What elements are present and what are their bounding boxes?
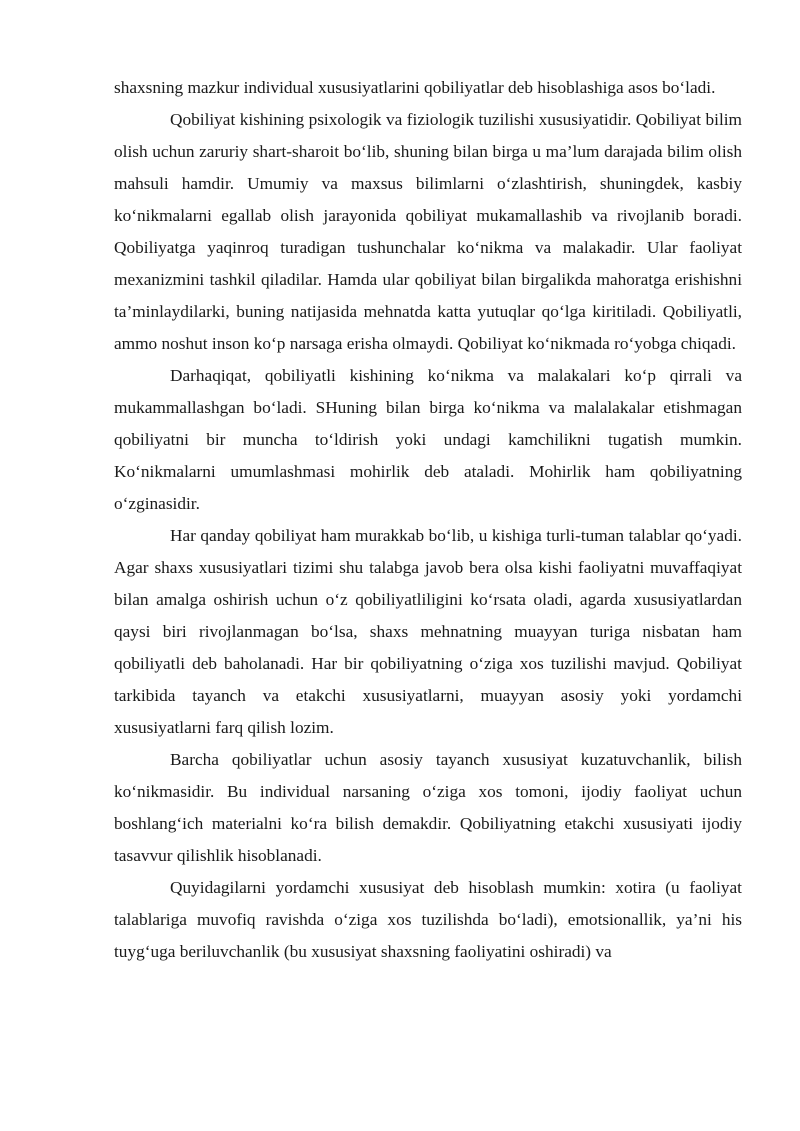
paragraph-barcha: Barcha qobiliyatlar uchun asosiy tayanch xususiyat kuzatuvchanlik, bilish ko‘nikmasidir. Bu individual narsaning o‘ziga xos tomoni, ijodiy faoliyat uchun boshlang‘ich materialni ko‘ra bilish demakdir. Qobiliyatning etakchi xususiyati ijodiy tasavvur qilishlik hisoblanadi. xyxy=(114,750,742,865)
paragraph-continuation: shaxsning mazkur individual xususiyatlarini qobiliyatlar deb hisoblashiga asos bo‘ladi. xyxy=(114,78,716,97)
paragraph-qobiliyat-definition: Qobiliyat kishining psixologik va fiziologik tuzilishi xususiyatidir. Qobiliyat bilim olish uchun zaruriy shart-sharoit bo‘lib, shuning bilan birga u ma’lum darajada bilim olish mahsuli hamdir. Umumiy va maxsus bilimlarni o‘zlashtirish, shuningdek, kasbiy ko‘nikmalarni egallab olish jarayonida qobiliyat mukamallashib va rivojlanib boradi. Qobiliyatga yaqinroq turadigan tushunchalar ko‘nikma va malakadir. Ular faoliyat mexanizmini tashkil qiladilar. Hamda ular qobiliyat bilan birgalikda mahoratga erishishni ta’minlaydilarki, buning natijasida mehnatda katta yutuqlar qo‘lga kiritiladi. Qobiliyatli, ammo noshut inson ko‘p narsaga erisha olmaydi. Qobiliyat ko‘nikmada ro‘yobga chiqadi. xyxy=(114,110,742,353)
paragraph-darhaqiqat: Darhaqiqat, qobiliyatli kishining ko‘nikma va malakalari ko‘p qirrali va mukammallashgan bo‘ladi. SHuning bilan birga ko‘nikma va malalakalar etishmagan qobiliyatni bir muncha to‘ldirish yoki undagi kamchilikni tugatish mumkin. Ko‘nikmalarni umumlashmasi mohirlik deb ataladi. Mohirlik ham qobiliyatning o‘zginasidir. xyxy=(114,366,742,513)
paragraph-har-qanday: Har qanday qobiliyat ham murakkab bo‘lib, u kishiga turli-tuman talablar qo‘yadi. Agar shaxs xususiyatlari tizimi shu talabga javob bera olsa kishi faoliyatni muvaffaqiyat bilan amalga oshirish uchun o‘z qobiliyatliligini ko‘rsata oladi, agarda xususiyatlardan qaysi biri rivojlanmagan bo‘lsa, shaxs mehnatning muayyan turiga nisbatan ham qobiliyatli deb baholanadi. Har bir qobiliyatning o‘ziga xos tuzilishi mavjud. Qobiliyat tarkibida tayanch va etakchi xususiyatlarni, muayyan asosiy yoki yordamchi xususiyatlarni farq qilish lozim. xyxy=(114,526,742,737)
body-text xyxy=(114,72,742,968)
paragraph-quyidagilarni: Quyidagilarni yordamchi xususiyat deb hisoblash mumkin: xotira (u faoliyat talablariga muvofiq ravishda o‘ziga xos tuzilishda bo‘ladi), emotsionallik, ya’ni his tuyg‘uga beriluvchanlik (bu xususiyat shaxsning faoliyatini oshiradi) va xyxy=(114,878,742,961)
